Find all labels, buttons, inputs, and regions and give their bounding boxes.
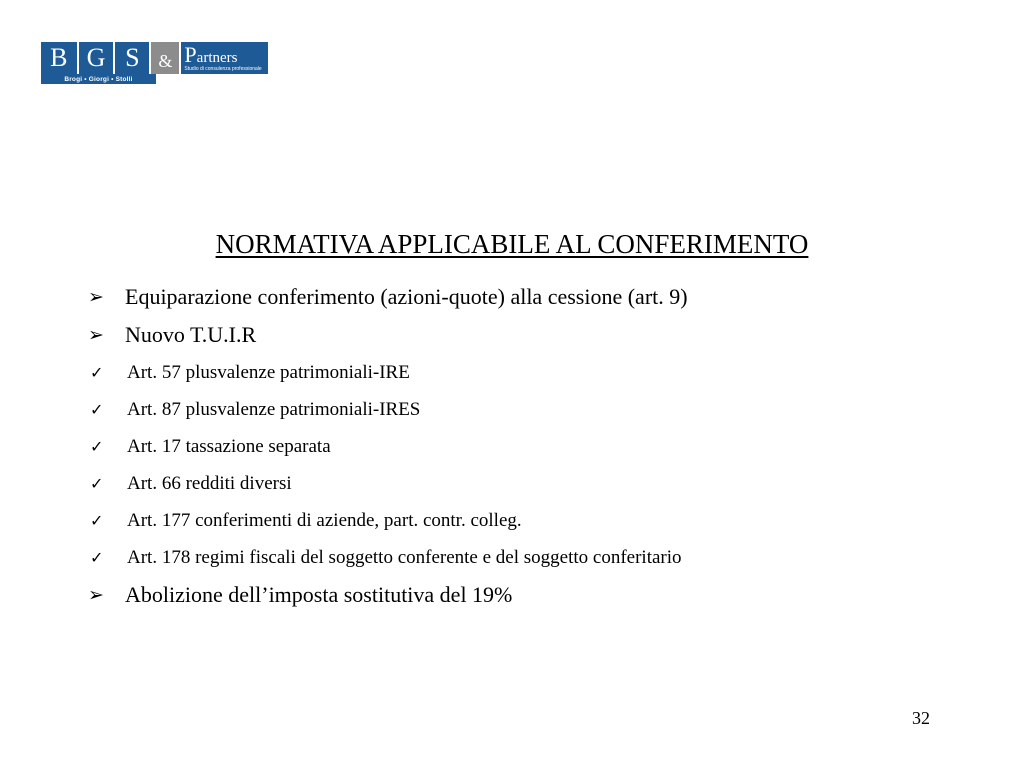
list-item <box>88 316 688 354</box>
list-item <box>88 278 688 316</box>
check-bullet-icon: ✓ <box>90 401 104 419</box>
list-item-text: Art. 17 tassazione separata <box>127 435 331 457</box>
slide-title: NORMATIVA APPLICABILE AL CONFERIMENTO <box>215 229 809 259</box>
list-item-text: Equiparazione conferimento (azioni-quote) alla cessione (art. 9) <box>125 284 688 309</box>
arrow-bullet-icon: ➢ <box>88 584 104 606</box>
logo-letter-s: S <box>115 42 149 74</box>
arrow-bullet-icon: ➢ <box>88 286 104 308</box>
list-item-text: Art. 57 plusvalenze patrimoniali-IRE <box>127 361 410 383</box>
list-item-text: Art. 66 redditi diversi <box>127 472 292 494</box>
company-logo <box>41 42 268 84</box>
logo-letter-g: G <box>79 42 114 74</box>
list-item-text: Art. 177 conferimenti di aziende, part. contr. colleg. <box>127 509 522 531</box>
logo-partners-name <box>184 44 268 66</box>
list-item-text: Nuovo T.U.I.R <box>125 322 257 347</box>
logo-partners-block <box>181 42 268 74</box>
check-bullet-icon: ✓ <box>90 364 104 382</box>
list-item <box>88 428 688 465</box>
logo-founder-names: Brogi • Giorgi • Stolli <box>41 74 156 84</box>
logo-ampersand: & <box>151 42 179 74</box>
logo-partners-rest: artners <box>196 50 238 66</box>
logo-letter-b: B <box>41 42 77 74</box>
list-item-text: Abolizione dell’imposta sostitutiva del 19% <box>125 582 513 607</box>
page-number: 32 <box>912 708 930 728</box>
list-item-text: Art. 87 plusvalenze patrimoniali-IRES <box>127 398 421 420</box>
check-bullet-icon: ✓ <box>90 512 104 530</box>
list-item <box>88 576 688 614</box>
logo-top-row <box>41 42 268 74</box>
check-bullet-icon: ✓ <box>90 438 104 456</box>
list-item <box>88 502 688 539</box>
check-bullet-icon: ✓ <box>90 475 104 493</box>
logo-partners-initial: P <box>184 42 197 67</box>
list-item-text: Art. 178 regimi fiscali del soggetto conferente e del soggetto conferitario <box>127 546 682 568</box>
list-item <box>88 391 688 428</box>
logo-partners-subtitle: Studio di consulenza professionale <box>184 66 262 72</box>
list-item <box>88 539 688 576</box>
bullet-list <box>88 278 688 614</box>
list-item <box>88 354 688 391</box>
list-item <box>88 465 688 502</box>
arrow-bullet-icon: ➢ <box>88 324 104 346</box>
check-bullet-icon: ✓ <box>90 549 104 567</box>
